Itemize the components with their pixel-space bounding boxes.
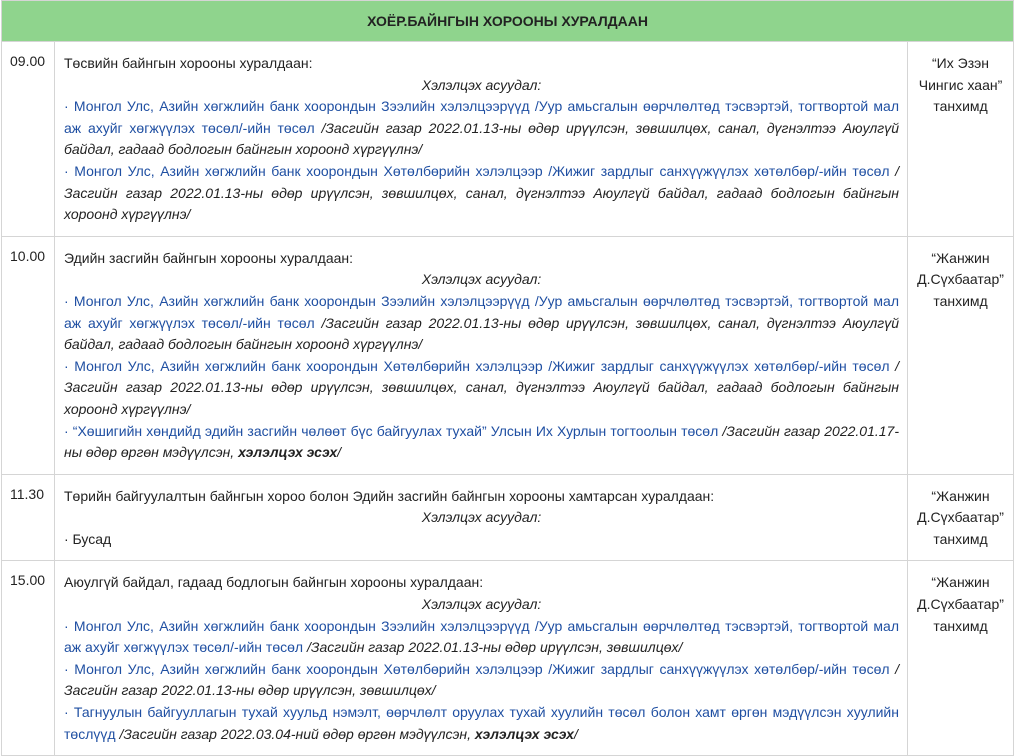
agenda-item-note: /Засгийн газар 2022.01.13-ны өдөр ирүүлсэн, зөвшилцөх, санал, дүгнэлтээ Аюулгүй байдал, гадаад бодлогын байнгын хороонд хүргүүлнэ/ <box>64 119 899 158</box>
agenda-item-text: · Монгол Улс, Азийн хөгжлийн банк хоорондын Зээлийн хэлэлцээрүүд /Уур амьсгалын өөрчлөлтөд тэсвэртэй, тогтвортой мал аж ахуйг хөгжүүлэх төсөл/-ийн төсөл <box>64 617 899 656</box>
agenda-item: · Бусад <box>64 530 112 547</box>
agenda-item <box>64 421 899 464</box>
agenda-item <box>64 291 899 356</box>
agenda-item-text: · Монгол Улс, Азийн хөгжлийн банк хоорондын Зээлийн хэлэлцээрүүд /Уур амьсгалын өөрчлөлтөд тэсвэртэй, тогтвортой мал аж ахуйг хөгжүүлэх төсөл/-ийн төсөл <box>64 292 899 331</box>
session-content <box>55 474 908 561</box>
agenda-label: Хэлэлцэх асуудал: <box>421 596 542 613</box>
session-content <box>55 42 908 237</box>
agenda-item-text: · “Хөшигийн хөндийд эдийн засгийн чөлөөт бүс байгуулах тухай” Улсын Их Хурлын тогтоолын төсөл <box>64 422 723 439</box>
agenda-item-note: /Засгийн газар 2022.01.13-ны өдөр ирүүлсэн, зөвшилцөх, санал, дүгнэлтээ Аюулгүй байдал, гадаад бодлогын байнгын хороонд хүргүүлнэ/ <box>64 162 899 223</box>
agenda-item-end: / <box>337 444 342 461</box>
header-row <box>2 1 1014 42</box>
agenda-item-note: /Засгийн газар 2022.01.13-ны өдөр ирүүлсэн, зөвшилцөх/ <box>64 660 899 699</box>
agenda-item-text: · Монгол Улс, Азийн хөгжлийн банк хоорондын Хөтөлбөрийн хэлэлцээр /Жижиг зардлыг санхүүжүүлэх хөтөлбөр/-ийн төсөл <box>64 660 896 677</box>
agenda-label: Хэлэлцэх асуудал: <box>421 509 542 526</box>
agenda-item <box>64 702 899 745</box>
session-room: “Жанжин Д.Сүхбаатар” танхимд <box>908 474 1014 561</box>
agenda-item <box>64 96 899 161</box>
session-content <box>55 236 908 474</box>
session-time: 11.30 <box>2 474 55 561</box>
session-time: 09.00 <box>2 42 55 237</box>
session-title: Төсвийн байнгын хорооны хуралдаан: <box>64 55 313 71</box>
agenda-item <box>64 161 899 226</box>
session-row <box>2 42 1014 237</box>
agenda-item <box>64 659 899 702</box>
session-time: 10.00 <box>2 236 55 474</box>
session-row <box>2 474 1014 561</box>
agenda-item-text: · Монгол Улс, Азийн хөгжлийн банк хоорондын Хөтөлбөрийн хэлэлцээр /Жижиг зардлыг санхүүжүүлэх хөтөлбөр/-ийн төсөл <box>64 357 896 374</box>
agenda-item-note: /Засгийн газар 2022.01.17-ны өдөр өргөн мэдүүлсэн, <box>64 422 899 461</box>
session-title: Төрийн байгуулалтын байнгын хороо болон Эдийн засгийн байнгын хорооны хамтарсан хуралдаан: <box>64 487 715 504</box>
agenda-item-note: /Засгийн газар 2022.01.13-ны өдөр ирүүлсэн, зөвшилцөх, санал, дүгнэлтээ Аюулгүй байдал, гадаад бодлогын байнгын хороонд хүргүүлнэ/ <box>64 357 899 417</box>
agenda-item-note: /Засгийн газар 2022.01.13-ны өдөр ирүүлсэн, зөвшилцөх, санал, дүгнэлтээ Аюулгүй байдал, гадаад бодлогын байнгын хороонд хүргүүлнэ/ <box>64 314 899 353</box>
agenda-item-text: · Монгол Улс, Азийн хөгжлийн банк хоорондын Хөтөлбөрийн хэлэлцээр /Жижиг зардлыг санхүүжүүлэх хөтөлбөр/-ийн төсөл <box>64 162 896 179</box>
agenda-item-text: · Монгол Улс, Азийн хөгжлийн банк хоорондын Зээлийн хэлэлцээрүүд /Уур амьсгалын өөрчлөлтөд тэсвэртэй, тогтвортой мал аж ахуйг хөгжүүлэх төсөл/-ийн төсөл <box>64 98 899 136</box>
agenda-item <box>64 356 899 421</box>
session-content <box>55 561 908 756</box>
agenda-item-text: · Тагнуулын байгууллагын тухай хуульд нэмэлт, өөрчлөлт оруулах тухай хуулийн төсөл болон хамт өргөн мэдүүлсэн хуулийн төслүүд <box>64 704 899 742</box>
agenda-item-note: /Засгийн газар 2022.03.04-ний өдөр өргөн мэдүүлсэн, <box>119 725 475 742</box>
agenda-item-end: / <box>573 725 578 742</box>
agenda-label: Хэлэлцэх асуудал: <box>421 271 542 288</box>
session-row <box>2 561 1014 756</box>
session-room: “Их Эзэн Чингис хаан” танхимд <box>908 42 1014 237</box>
session-title: Эдийн засгийн байнгын хорооны хуралдаан: <box>64 249 354 266</box>
agenda-item-status: хэлэлцэх эсэх <box>474 725 574 742</box>
session-time: 15.00 <box>2 561 55 756</box>
agenda-item-note: /Засгийн газар 2022.01.13-ны өдөр ирүүлсэн, зөвшилцөх/ <box>306 639 683 656</box>
schedule-table <box>1 0 1014 756</box>
agenda-item <box>64 616 899 659</box>
session-row <box>2 236 1014 474</box>
session-title: Аюулгүй байдал, гадаад бодлогын байнгын хорооны хуралдаан: <box>64 574 484 591</box>
section-title: ХОЁР.БАЙНГЫН ХОРООНЫ ХУРАЛДААН <box>2 1 1014 42</box>
agenda-label: Хэлэлцэх асуудал: <box>421 76 542 93</box>
agenda-item-status: хэлэлцэх эсэх <box>238 444 338 461</box>
session-room: “Жанжин Д.Сүхбаатар” танхимд <box>908 236 1014 474</box>
session-room: “Жанжин Д.Сүхбаатар” танхимд <box>908 561 1014 756</box>
